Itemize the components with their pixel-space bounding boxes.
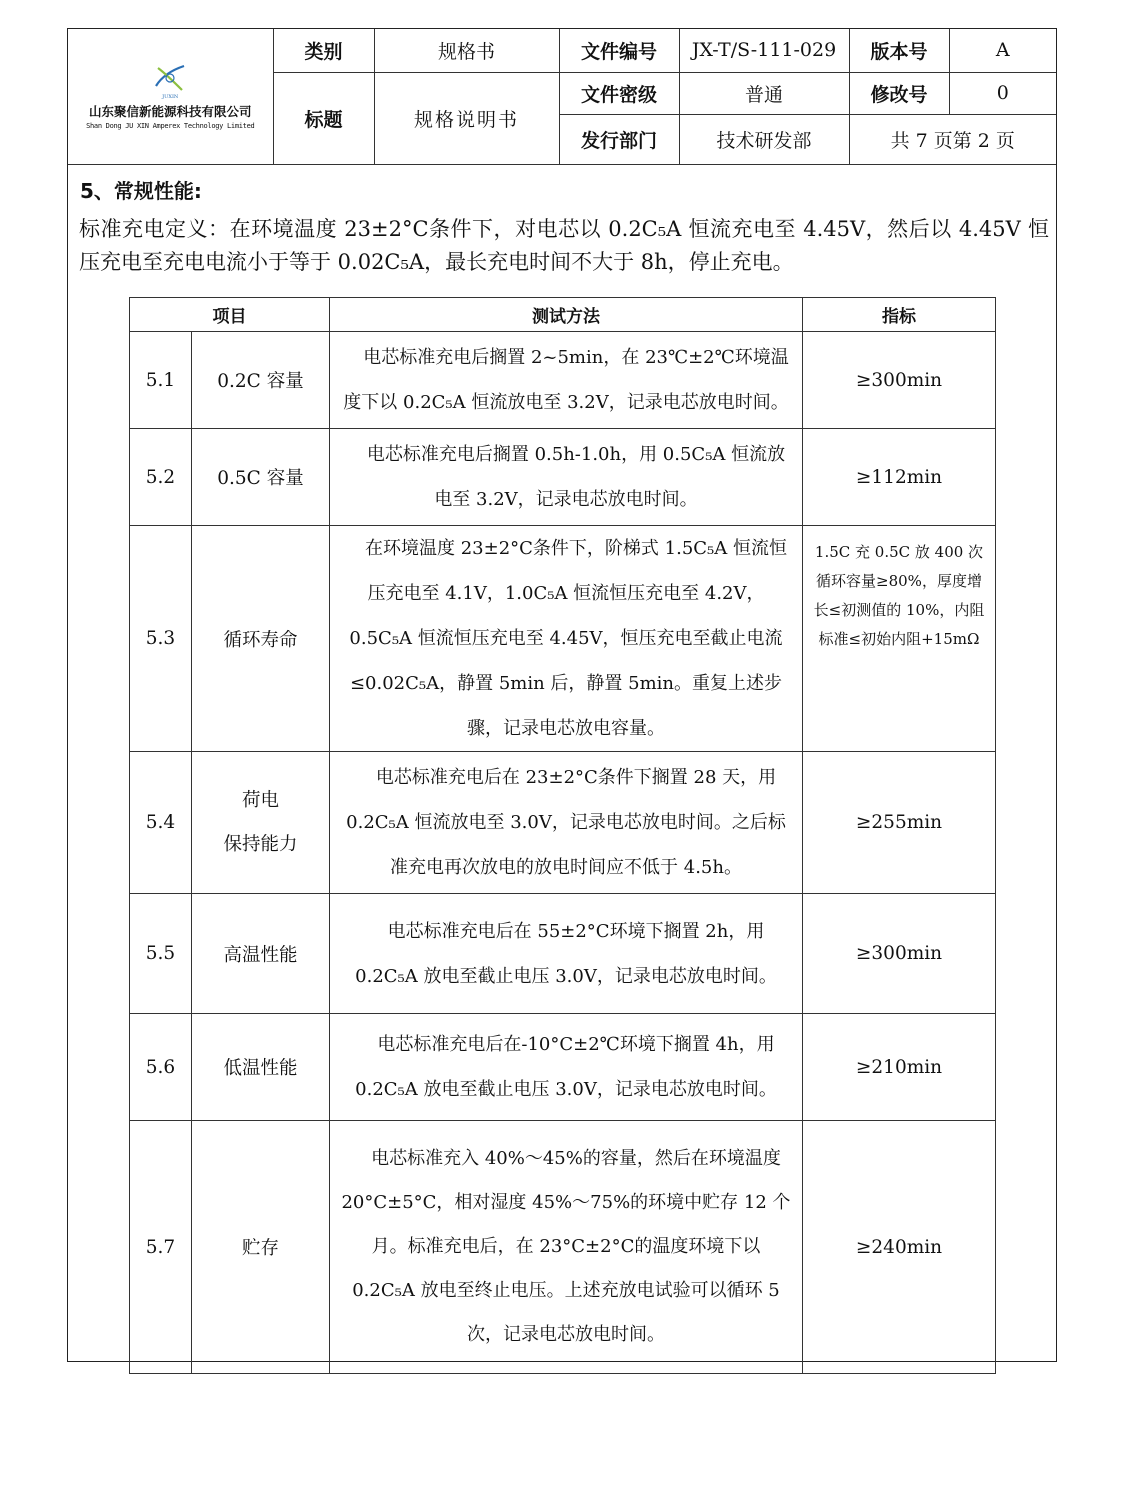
row-target: ≥210min (803, 1014, 996, 1121)
row-number: 5.3 (130, 526, 192, 752)
row-item-name (192, 752, 330, 894)
row-method: 电芯标准充电后搁置 0.5h-1.0h，用 0.5C₅A 恒流放电至 3.2V，记录电芯放电时间。 (330, 429, 803, 526)
table-row (130, 894, 996, 1014)
row-number: 5.2 (130, 429, 192, 526)
standard-charge-definition: 标准充电定义：在环境温度 23±2°C条件下，对电芯以 0.2C₅A 恒流充电至 4.45V，然后以 4.45V 恒压充电至充电电流小于等于 0.02C₅A，最长充电时间不大于 8h，停止充电。 (79, 217, 1049, 274)
logo-tag: JUXIN (162, 94, 179, 101)
version-label: 版本号 (849, 29, 949, 72)
company-logo-icon (150, 62, 190, 94)
row-item-name: 0.2C 容量 (192, 332, 330, 429)
row-target: ≥240min (803, 1121, 996, 1374)
row-target: 1.5C 充 0.5C 放 400 次循环容量≥80%，厚度增长≤初测值的 10%，内阻标准≤初始内阻+15mΩ (803, 526, 996, 752)
title-value: 规格说明书 (374, 72, 559, 164)
row-method: 在环境温度 23±2°C条件下，阶梯式 1.5C₅A 恒流恒压充电至 4.1V，1.0C₅A 恒流恒压充电至 4.2V，0.5C₅A 恒流恒压充电至 4.45V，恒压充电至截止电流≤0.02C₅A，静置 5min 后，静置 5min。重复上述步骤，记录电芯放电容量。 (330, 526, 803, 752)
page-info: 共 7 页第 2 页 (849, 114, 1056, 164)
version-value: A (949, 29, 1056, 72)
header-item: 项目 (130, 298, 330, 332)
row-target: ≥300min (803, 894, 996, 1014)
table-row (130, 429, 996, 526)
table-row (130, 752, 996, 894)
row-number: 5.6 (130, 1014, 192, 1121)
category-label: 类别 (273, 29, 374, 72)
row-number: 5.4 (130, 752, 192, 894)
company-name-cn: 山东聚信新能源科技有限公司 (88, 104, 252, 120)
table-row (130, 526, 996, 752)
row-target: ≥112min (803, 429, 996, 526)
row-method: 电芯标准充电后在 55±2°C环境下搁置 2h，用 0.2C₅A 放电至截止电压 3.0V，记录电芯放电时间。 (330, 894, 803, 1014)
row-item-name-line1: 荷电 (241, 789, 279, 811)
section-title: 5、常规性能: (80, 179, 202, 203)
table-row (130, 1014, 996, 1121)
doc-no-value: JX-T/S-111-029 (679, 29, 849, 72)
header-method: 测试方法 (330, 298, 803, 332)
dept-value: 技术研发部 (679, 114, 849, 164)
row-method: 电芯标准充入 40%～45%的容量，然后在环境温度 20°C±5°C，相对湿度 45%～75%的环境中贮存 12 个月。标准充电后，在 23°C±2°C的温度环境下以 0.2C₅A 放电至终止电压。上述充放电试验可以循环 5 次，记录电芯放电时间。 (330, 1121, 803, 1374)
row-number: 5.7 (130, 1121, 192, 1374)
document-header (68, 29, 1056, 165)
company-name-en: Shan Dong JU XIN Amperex Technology Limited (86, 122, 255, 131)
row-target: ≥300min (803, 332, 996, 429)
dept-label: 发行部门 (559, 114, 679, 164)
performance-table (129, 297, 996, 1374)
category-value: 规格书 (374, 29, 559, 72)
doc-no-label: 文件编号 (559, 29, 679, 72)
table-row (130, 1121, 996, 1374)
table-row (130, 332, 996, 429)
row-item-name: 贮存 (192, 1121, 330, 1374)
row-method: 电芯标准充电后搁置 2~5min，在 23℃±2℃环境温度下以 0.2C₅A 恒流放电至 3.2V，记录电芯放电时间。 (330, 332, 803, 429)
row-item-name: 高温性能 (192, 894, 330, 1014)
row-item-name: 循环寿命 (192, 526, 330, 752)
row-item-name-line2: 保持能力 (223, 833, 298, 855)
title-label: 标题 (273, 72, 374, 164)
revision-value: 0 (949, 72, 1056, 114)
secrecy-label: 文件密级 (559, 72, 679, 114)
row-item-name: 低温性能 (192, 1014, 330, 1121)
row-number: 5.1 (130, 332, 192, 429)
row-item-name: 0.5C 容量 (192, 429, 330, 526)
row-target: ≥255min (803, 752, 996, 894)
row-number: 5.5 (130, 894, 192, 1014)
revision-label: 修改号 (849, 72, 949, 114)
company-logo-block (68, 29, 273, 164)
document-frame (67, 28, 1057, 1362)
secrecy-value: 普通 (679, 72, 849, 114)
header-target: 指标 (803, 298, 996, 332)
row-method: 电芯标准充电后在-10°C±2℃环境下搁置 4h，用 0.2C₅A 放电至截止电压 3.0V，记录电芯放电时间。 (330, 1014, 803, 1121)
row-method: 电芯标准充电后在 23±2°C条件下搁置 28 天，用 0.2C₅A 恒流放电至 3.0V，记录电芯放电时间。之后标准充电再次放电的放电时间应不低于 4.5h。 (330, 752, 803, 894)
